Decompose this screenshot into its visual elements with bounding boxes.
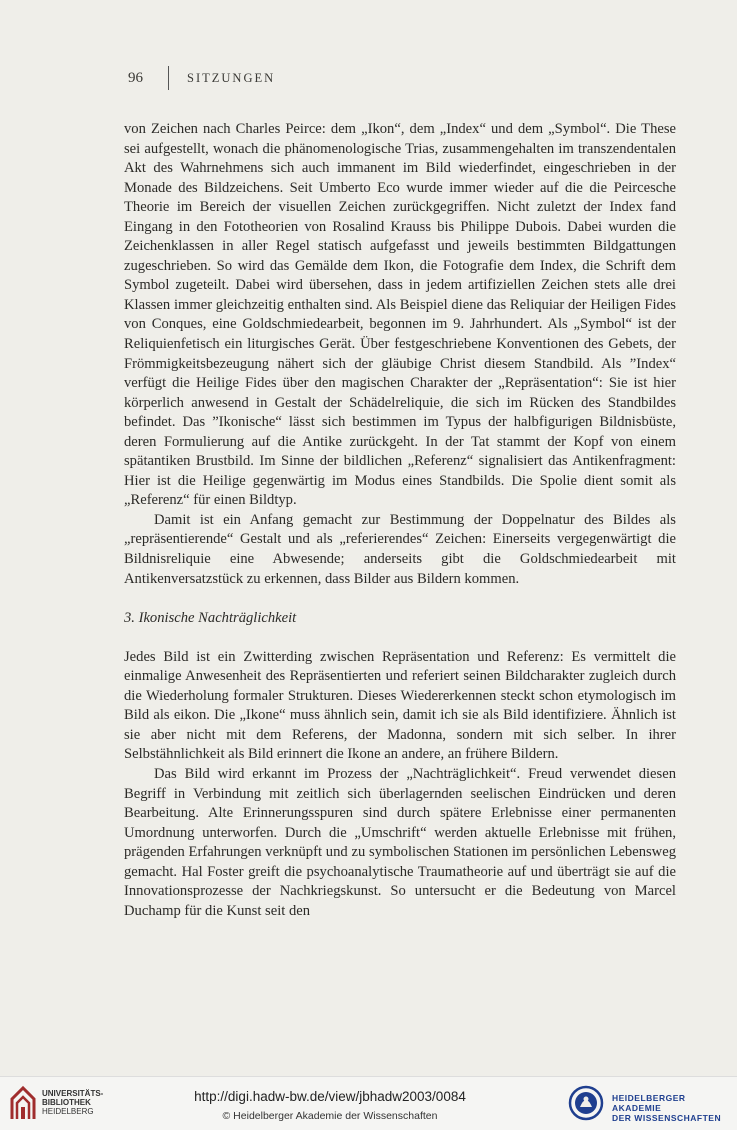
library-line: HEIDELBERG bbox=[42, 1107, 94, 1116]
paragraph: von Zeichen nach Charles Peirce: dem „Ikon“, dem „Index“ und dem „Symbol“. Die These sei aufgestellt, wonach die phänomenologische Trias, zusammengehalten im transzendentalen Akt des Wahrnehmens sich auch immanent im Bild wiederfindet, eingeschrieben in der Monade des Bildzeichens. Seit Umberto Eco wurde immer wieder auf die die Peircesche Theorie im Bereich der visuellen Zeichen zurückgegriffen. Nicht zuletzt der Index fand Eingang in den Fototheorien von Rosalind Krauss bis Philippe Dubois. Dabei wurden die Zeichenklassen in aller Regel statisch aufgefasst und jeweils bestimmten Bildgattungen zugeschrieben. So wird das Gemälde dem Ikon, die Fotografie dem Index, die Schrift dem Symbol zugeteilt. Dabei wird übersehen, dass in jedem artifiziellen Zeichen stets alle drei Klassen immer gleichzeitig enthalten sind. Als Beispiel diene das Reliquiar der Heiligen Fides von Conques, eine Goldschmiedearbeit, begonnen im 9. Jahrhundert. Als „Symbol“ ist der Reliquienfetisch ein liturgisches Gerät. Über festgeschriebene Konventionen des Gebets, der Frömmigkeitsbezeugung nähert sich der gläubige Christ diesem Standbild. Als ”Index“ verfügt die Heilige Fides über den magischen Charakter der „Repräsentation“: Sie ist hier körperlich anwesend in Gestalt der Schädelreliquie, die sich im Rücken des Standbildes befindet. Das ”Ikonische“ lässt sich bestimmen im Typus der halbfigurigen Bildnisbüste, deren Formulierung auf die Antike zurückgeht. In der Tat stammt der Kopf von einem spätantiken Brustbild. Im Sinne der bildlichen „Referenz“ signalisiert das Antikenfragment: Hier ist die Heilige gegenwärtig im Modus eines Standbilds. Die Spolie dient somit als „Referenz“ für einen Bildtyp. bbox=[124, 121, 676, 509]
copyright-notice: © Heidelberger Akademie der Wissenschaften bbox=[222, 1110, 438, 1122]
running-head bbox=[128, 66, 275, 90]
body-text bbox=[124, 120, 676, 921]
footer-center bbox=[160, 1089, 500, 1122]
paragraph: Das Bild wird erkannt im Prozess der „Nachträglichkeit“. Freud verwendet diesen Begriff in Verbindung mit zeitlich sich überlagernden seelischen Eindrücken und deren Bearbeitung. Alte Erinnerungsspuren sind durch spätere Erlebnisse einer permanenten Umordnung unterworfen. Durch die „Umschrift“ werden aktuelle Erlebnisse mit frühen, prägenden Erfahrungen verknüpft und zu symbolischen Stationen im persönlichen Lebensweg gemacht. Hal Foster greift die psychoanalytische Traumatheorie auf und überträgt sie auf die Innovationsprozesse der Nachkriegskunst. So untersucht er die Bedeutung von Marcel Duchamp für die Kunst seit den bbox=[124, 765, 676, 919]
academy-name[interactable] bbox=[612, 1093, 737, 1123]
permalink-url[interactable]: http://digi.hadw-bw.de/view/jbhadw2003/0084 bbox=[194, 1089, 466, 1104]
library-line: UNIVERSITÄTS- bbox=[42, 1089, 104, 1098]
university-library-name[interactable] bbox=[42, 1089, 103, 1116]
viewer-footer bbox=[0, 1076, 737, 1130]
library-line: BIBLIOTHEK bbox=[42, 1098, 91, 1107]
running-title: SITZUNGEN bbox=[187, 70, 276, 85]
section-heading: 3. Ikonische Nachträglichkeit bbox=[124, 610, 297, 627]
paragraph: Jedes Bild ist ein Zwitterding zwischen Repräsentation und Referenz: Es vermittelt die einmalige Anwesenheit des Repräsentierten und referiert seinen Bildcharakter zugleich durch die Wiederholung formaler Strukturen. Dieses Wiedererkennen steckt schon etymologisch im Bild als eikon. Die „Ikone“ muss ähnlich sein, damit ich sie als Bild identifiziere. Ähnlich ist sie aber nicht mit dem Referens, der Madonna, sondern mit sich selber. In ihrer Selbstähnlichkeit als Bild erinnert die Ikone an andere, an frühere Bildern. bbox=[124, 648, 676, 763]
paragraph: Damit ist ein Anfang gemacht zur Bestimmung der Doppelnatur des Bildes als „repräsentierende“ Gestalt und als „referierendes“ Zeichen: Einerseits vergegenwärtigt die Bildnisreliquie eine Abwesende; anderseits gibt die Goldschmiedearbeit mit Antikenversatzstück zu erkennen, dass Bilder aus Bildern kommen. bbox=[124, 511, 676, 587]
academy-logo-icon[interactable] bbox=[568, 1085, 604, 1121]
header-divider bbox=[168, 66, 169, 90]
academy-line: HEIDELBERGER AKADEMIE bbox=[612, 1093, 686, 1113]
page-number: 96 bbox=[128, 69, 143, 86]
academy-line: DER WISSENSCHAFTEN bbox=[612, 1113, 722, 1123]
university-library-logo-icon[interactable] bbox=[8, 1085, 38, 1121]
